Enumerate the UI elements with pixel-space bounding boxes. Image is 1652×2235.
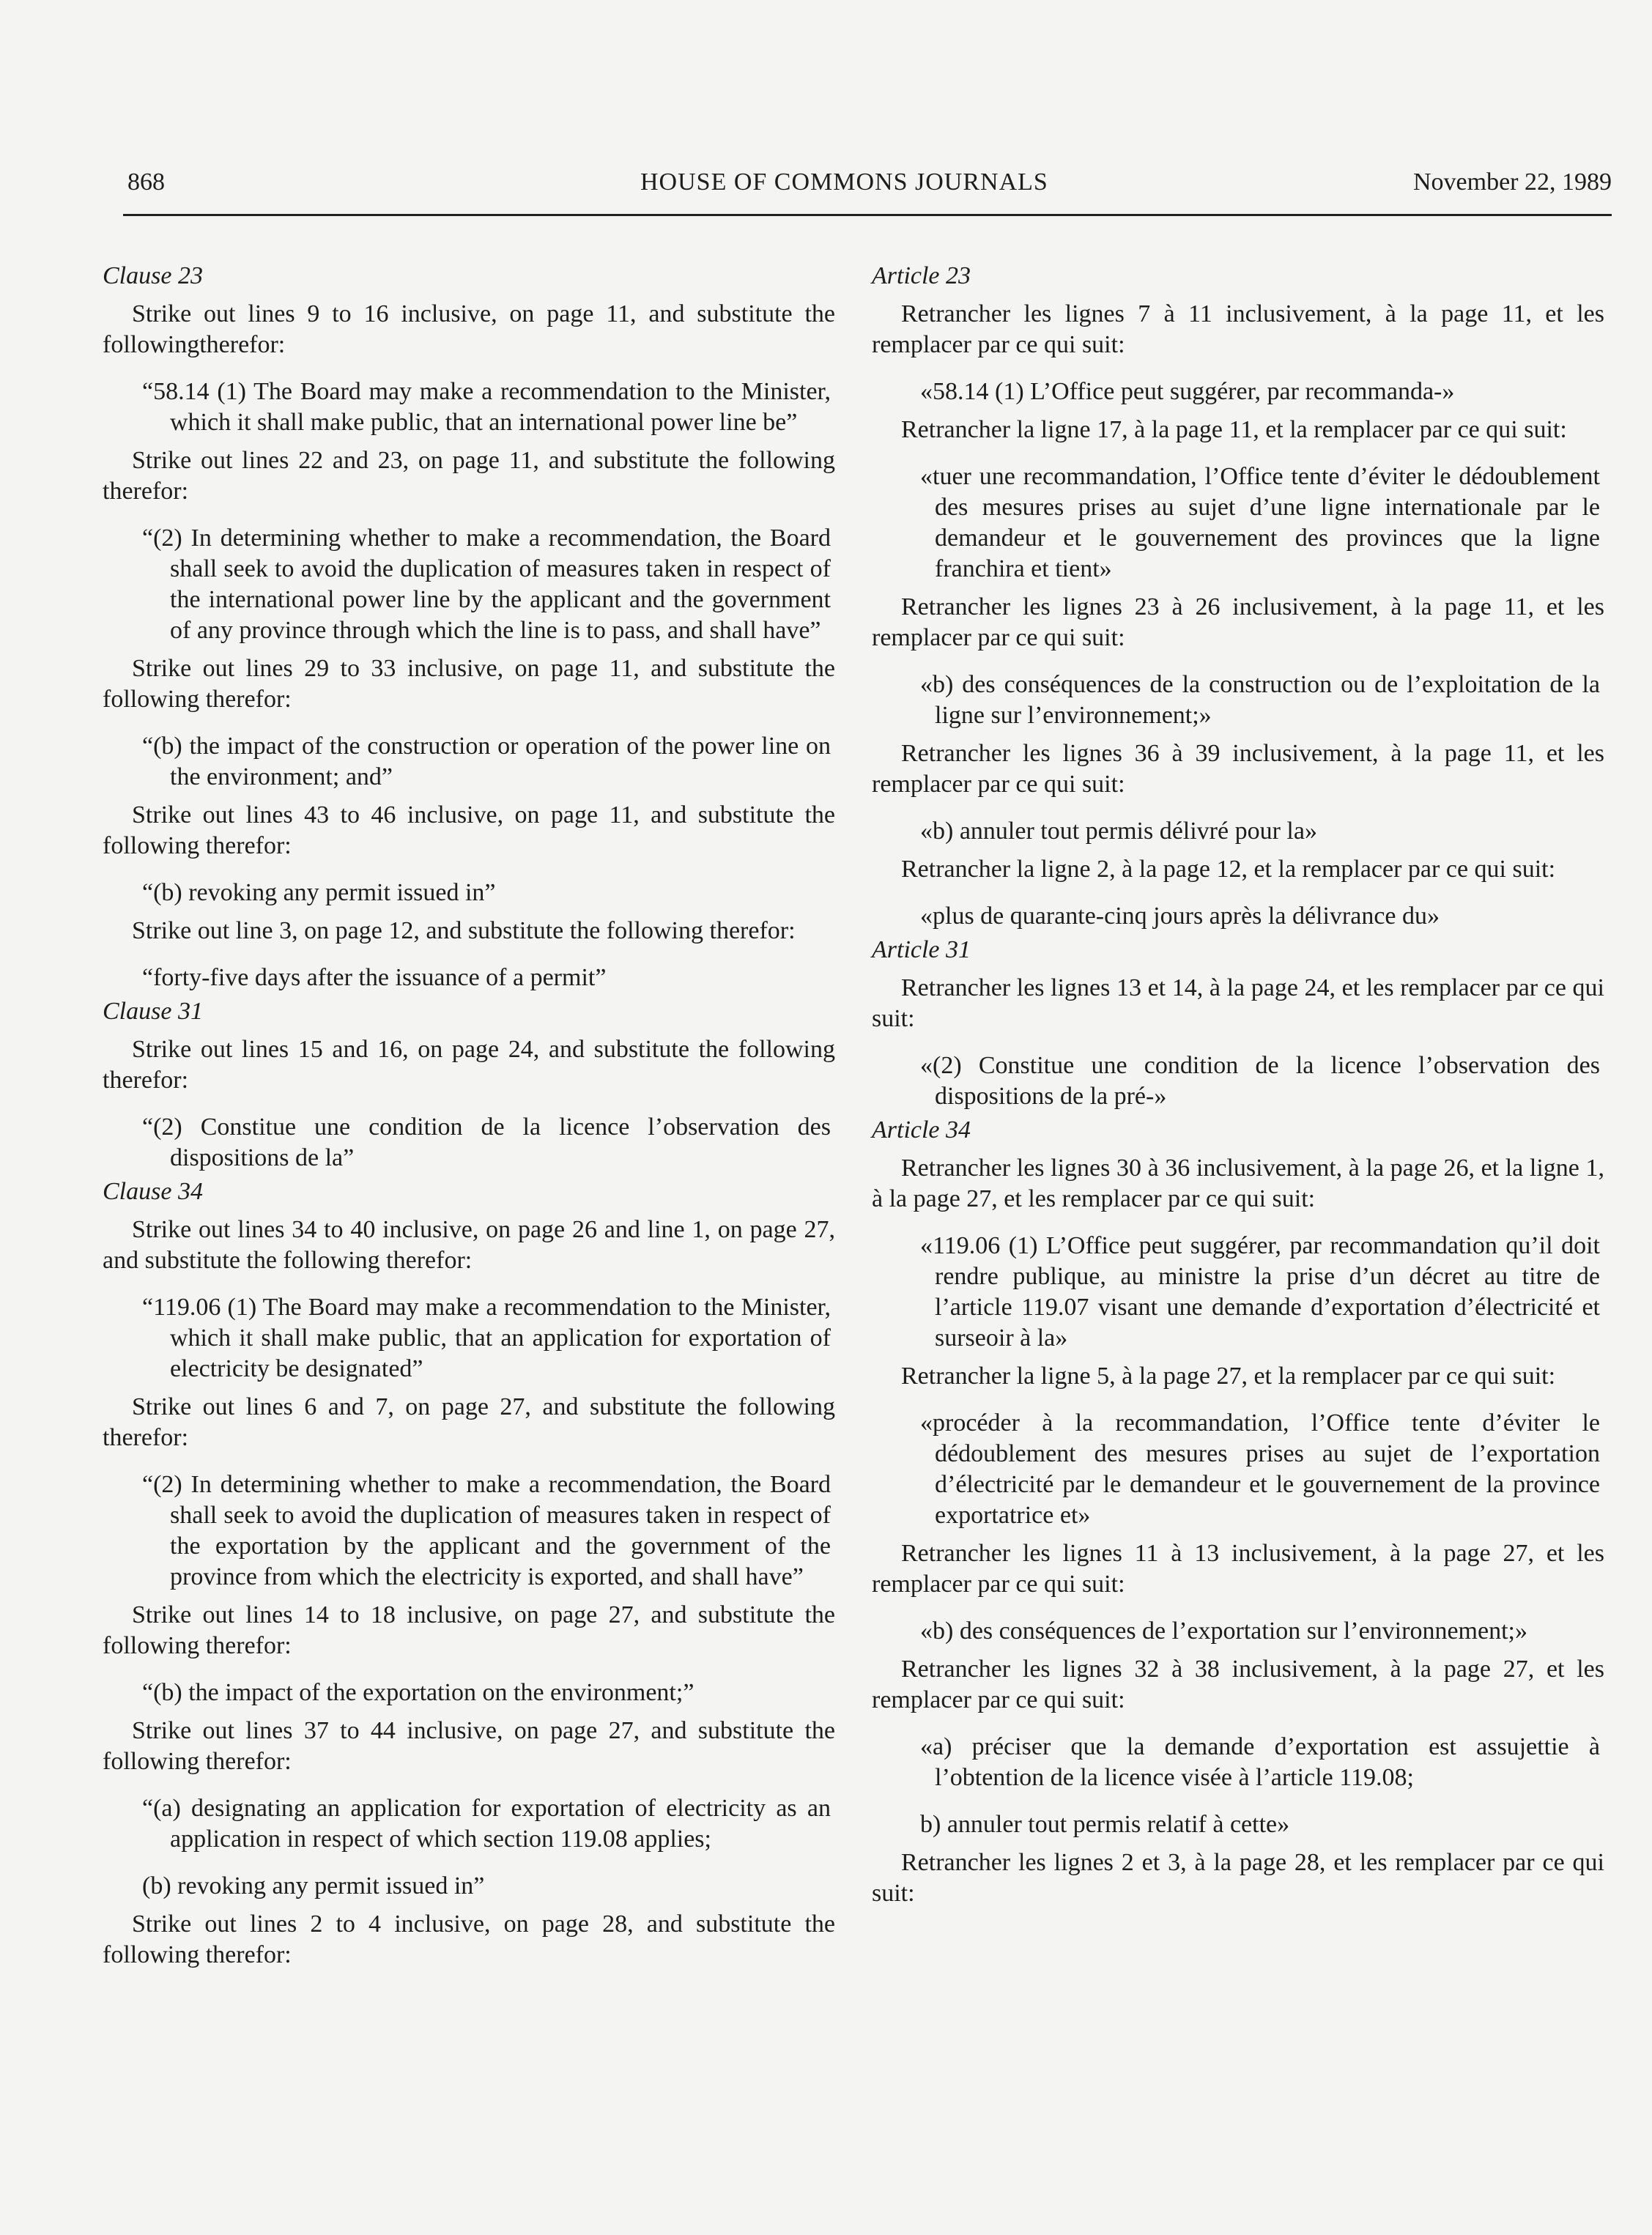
amendment-text: «b) des conséquences de la construction ou de l’exploitation de la ligne sur l’environnement;» bbox=[920, 671, 1600, 729]
article-heading: Article 31 bbox=[872, 936, 971, 963]
amendment-instruction: Retrancher les lignes 30 à 36 inclusivement, à la page 26, et la ligne 1, à la page 27, et les remplacer par ce qui suit: bbox=[872, 1154, 1604, 1212]
amendment-text: “(b) the impact of the construction or operation of the power line on the environment; and” bbox=[142, 733, 831, 790]
amendment-instruction: Strike out lines 14 to 18 inclusive, on page 27, and substitute the following therefor: bbox=[103, 1601, 835, 1659]
amendment-text: «b) des conséquences de l’exportation sur l’environnement;» bbox=[920, 1617, 1527, 1645]
amendment-instruction: Strike out lines 37 to 44 inclusive, on page 27, and substitute the following therefor: bbox=[103, 1717, 835, 1775]
amendment-text: «procéder à la recommandation, l’Office tente d’éviter le dédoublement des mesures prises au sujet de l’exportation d’électricité par le demandeur et le gouvernement de la province exportatrice et» bbox=[920, 1409, 1600, 1529]
amendment-instruction: Strike out lines 2 to 4 inclusive, on page 28, and substitute the following therefor: bbox=[103, 1910, 835, 1968]
amendment-text: «b) annuler tout permis délivré pour la» bbox=[920, 818, 1317, 845]
english-column bbox=[103, 258, 835, 1971]
amendment-instruction: Strike out lines 6 and 7, on page 27, and substitute the following therefor: bbox=[103, 1393, 835, 1451]
amendment-text: «119.06 (1) L’Office peut suggérer, par recommandation qu’il doit rendre publique, au ministre la prise d’un décret au titre de l’article 119.07 visant une demande d’exportation d’électricité et surseoir à la» bbox=[920, 1232, 1600, 1352]
amendment-instruction: Strike out lines 34 to 40 inclusive, on page 26 and line 1, on page 27, and substitute the following therefor: bbox=[103, 1216, 835, 1274]
amendment-text: «58.14 (1) L’Office peut suggérer, par recommanda-» bbox=[920, 378, 1455, 405]
french-column bbox=[872, 258, 1604, 1909]
amendment-text: “(2) Constitue une condition de la licence l’observation des dispositions de la” bbox=[142, 1113, 831, 1171]
amendment-text: “(b) the impact of the exportation on the environment;” bbox=[142, 1679, 694, 1706]
journal-title: HOUSE OF COMMONS JOURNALS bbox=[640, 168, 1048, 196]
amendment-instruction: Retrancher la ligne 5, à la page 27, et la remplacer par ce qui suit: bbox=[901, 1363, 1556, 1390]
journal-date: November 22, 1989 bbox=[1412, 168, 1612, 196]
amendment-text: «(2) Constitue une condition de la licence l’observation des dispositions de la pré-» bbox=[920, 1052, 1600, 1110]
amendment-text: “(2) In determining whether to make a recommendation, the Board shall seek to avoid the duplication of measures taken in respect of the international power line by the applicant and the government of any province through which the line is to pass, and shall have” bbox=[142, 525, 831, 644]
amendment-text: «tuer une recommandation, l’Office tente d’éviter le dédoublement des mesures prises au sujet d’une ligne internationale par le demandeur et le gouvernement des provinces que la ligne franchira et tient» bbox=[920, 463, 1600, 582]
amendment-text: “58.14 (1) The Board may make a recommendation to the Minister, which it shall make public, that an international power line be” bbox=[142, 378, 831, 436]
amendment-instruction: Strike out lines 29 to 33 inclusive, on page 11, and substitute the following therefor: bbox=[103, 655, 835, 713]
amendment-instruction: Retrancher les lignes 11 à 13 inclusivement, à la page 27, et les remplacer par ce qui suit: bbox=[872, 1540, 1604, 1598]
amendment-instruction: Retrancher les lignes 7 à 11 inclusivement, à la page 11, et les remplacer par ce qui suit: bbox=[872, 300, 1604, 358]
amendment-instruction: Strike out line 3, on page 12, and substitute the following therefor: bbox=[132, 917, 796, 944]
amendment-text: (b) revoking any permit issued in” bbox=[142, 1872, 485, 1899]
amendment-text: «plus de quarante-cinq jours après la délivrance du» bbox=[920, 902, 1440, 930]
amendment-instruction: Retrancher la ligne 2, à la page 12, et la remplacer par ce qui suit: bbox=[901, 856, 1556, 883]
article-heading: Article 34 bbox=[872, 1116, 971, 1144]
amendment-text: “forty-five days after the issuance of a permit” bbox=[142, 964, 607, 991]
amendment-instruction: Strike out lines 9 to 16 inclusive, on page 11, and substitute the followingtherefor: bbox=[103, 300, 835, 358]
amendment-text: “(a) designating an application for exportation of electricity as an application in respect of which section 119.08 applies; bbox=[142, 1795, 831, 1853]
amendment-instruction: Retrancher les lignes 23 à 26 inclusivement, à la page 11, et les remplacer par ce qui suit: bbox=[872, 593, 1604, 651]
amendment-instruction: Retrancher les lignes 36 à 39 inclusivement, à la page 11, et les remplacer par ce qui suit: bbox=[872, 740, 1604, 798]
amendment-instruction: Strike out lines 43 to 46 inclusive, on page 11, and substitute the following therefor: bbox=[103, 801, 835, 859]
amendment-text: “119.06 (1) The Board may make a recommendation to the Minister, which it shall make public, that an application for exportation of electricity be designated” bbox=[142, 1294, 831, 1382]
clause-heading: Clause 31 bbox=[103, 998, 203, 1025]
amendment-text: «a) préciser que la demande d’exportation est assujettie à l’obtention de la licence visée à l’article 119.08; bbox=[920, 1733, 1600, 1791]
amendment-text: “(2) In determining whether to make a recommendation, the Board shall seek to avoid the duplication of measures taken in respect of the exportation by the applicant and the government of the province from which the electricity is exported, and shall have” bbox=[142, 1471, 831, 1590]
clause-heading: Clause 34 bbox=[103, 1178, 203, 1205]
amendment-instruction: Retrancher les lignes 2 et 3, à la page 28, et les remplacer par ce qui suit: bbox=[872, 1849, 1604, 1907]
article-heading: Article 23 bbox=[872, 262, 971, 289]
page-header bbox=[123, 163, 1612, 216]
amendment-instruction: Strike out lines 22 and 23, on page 11, and substitute the following therefor: bbox=[103, 447, 835, 505]
amendment-instruction: Retrancher les lignes 32 à 38 inclusivement, à la page 27, et les remplacer par ce qui suit: bbox=[872, 1656, 1604, 1713]
page-number: 868 bbox=[127, 168, 165, 196]
amendment-instruction: Strike out lines 15 and 16, on page 24, and substitute the following therefor: bbox=[103, 1036, 835, 1094]
amendment-text: “(b) revoking any permit issued in” bbox=[142, 879, 496, 906]
clause-heading: Clause 23 bbox=[103, 262, 203, 289]
amendment-instruction: Retrancher la ligne 17, à la page 11, et la remplacer par ce qui suit: bbox=[901, 416, 1567, 443]
amendment-instruction: Retrancher les lignes 13 et 14, à la page 24, et les remplacer par ce qui suit: bbox=[872, 974, 1604, 1032]
amendment-text: b) annuler tout permis relatif à cette» bbox=[920, 1811, 1290, 1838]
